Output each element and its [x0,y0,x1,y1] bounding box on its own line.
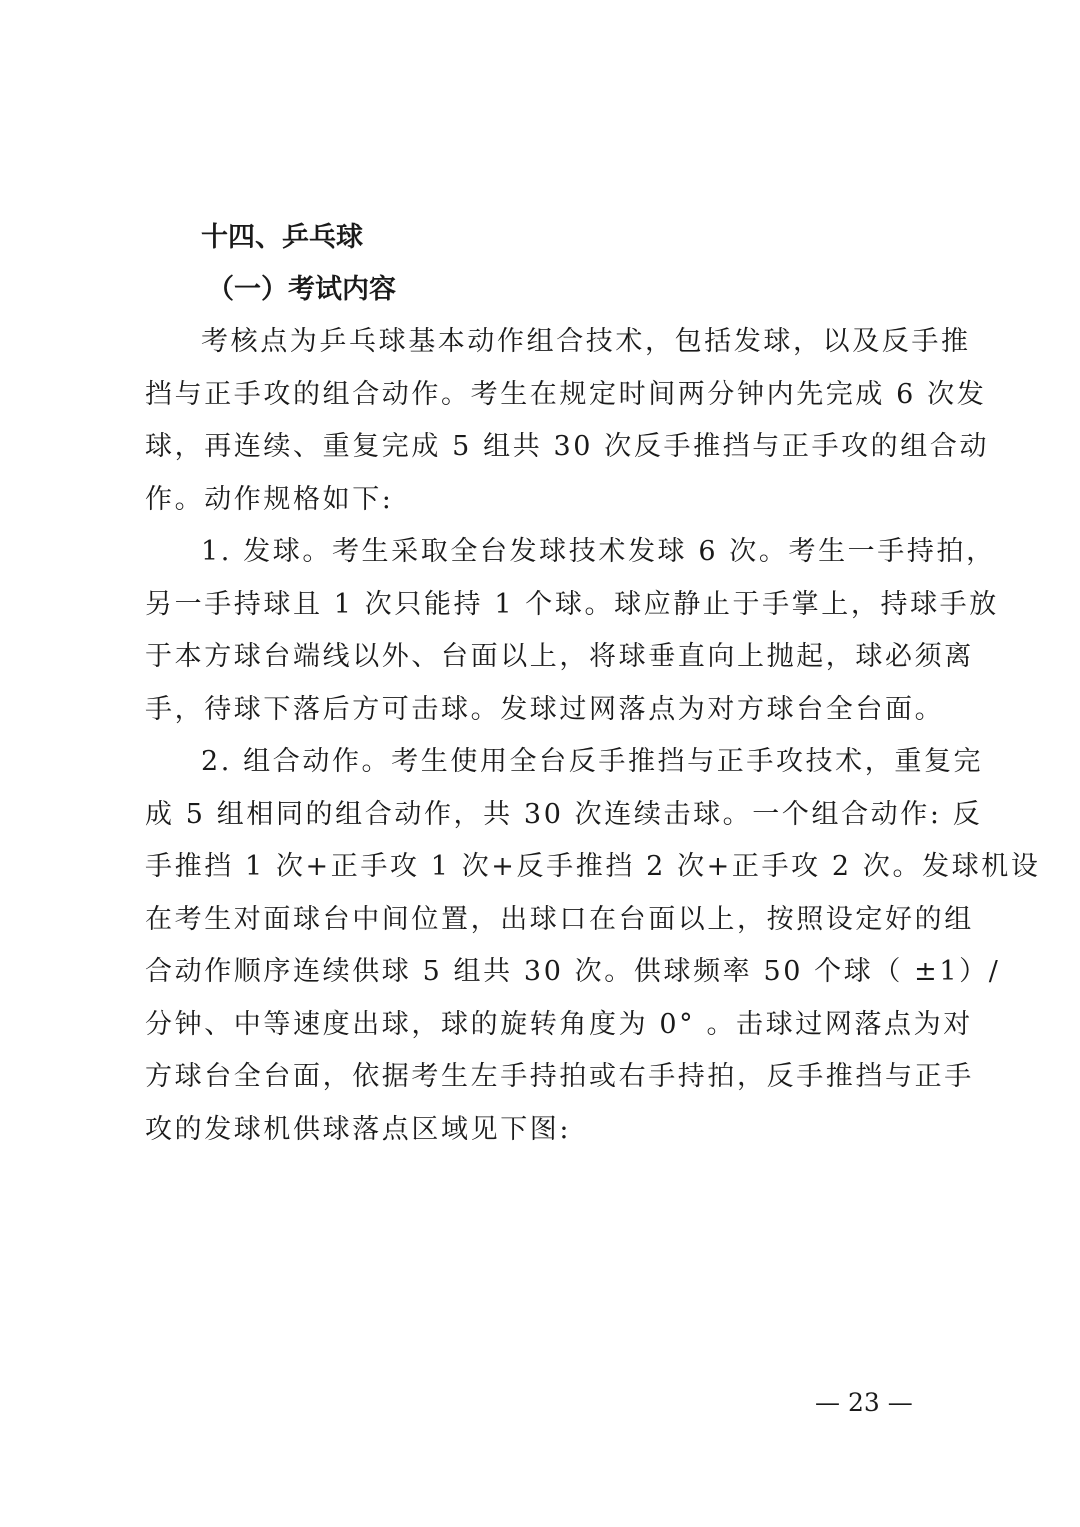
paragraph-line: 2. 组合动作。考生使用全台反手推挡与正手攻技术，重复完 [201,746,984,777]
paragraph-combination [145,736,1041,1156]
subsection-heading: （一）考试内容 [207,274,396,305]
paragraph-line: 作。动作规格如下: [145,483,394,515]
paragraph-line: 球，再连续、重复完成 5 组共 30 次反手推挡与正手攻的组合动 [145,431,990,462]
paragraph-overview [145,316,990,526]
paragraph-serve [145,526,999,736]
paragraph-line: 1. 发球。考生采取全台发球技术发球 6 次。考生一手持拍， [201,536,996,567]
paragraph-line: 考核点为乒乓球基本动作组合技术，包括发球，以及反手推 [201,326,971,357]
page-number: — 23 — [815,1388,913,1417]
paragraph-line: 于本方球台端线以外、台面以上，将球垂直向上抛起，球必须离 [145,641,974,672]
paragraph-line: 方球台全台面，依据考生左手持拍或右手持拍，反手推挡与正手 [145,1061,974,1092]
paragraph-line: 合动作顺序连续供球 5 组共 30 次。供球频率 50 个球（ ±1）/ [145,956,1001,987]
paragraph-line: 手，待球下落后方可击球。发球过网落点为对方球台全台面。 [145,693,945,725]
paragraph-line: 分钟、中等速度出球，球的旋转角度为 0° 。击球过网落点为对 [145,1008,973,1040]
paragraph-line: 另一手持球且 1 次只能持 1 个球。球应静止于手掌上，持球手放 [145,588,999,620]
paragraph-line: 在考生对面球台中间位置，出球口在台面以上，按照设定好的组 [145,903,974,935]
paragraph-line: 挡与正手攻的组合动作。考生在规定时间两分钟内先完成 6 次发 [145,378,987,410]
paragraph-line: 成 5 组相同的组合动作，共 30 次连续击球。一个组合动作: 反 [145,798,983,830]
document-body [145,212,1041,1156]
paragraph-line: 攻的发球机供球落点区域见下图: [145,1113,572,1145]
paragraph-line: 手推挡 1 次+正手攻 1 次+反手推挡 2 次+正手攻 2 次。发球机设 [145,851,1041,882]
section-heading: 十四、乒乓球 [201,222,363,253]
